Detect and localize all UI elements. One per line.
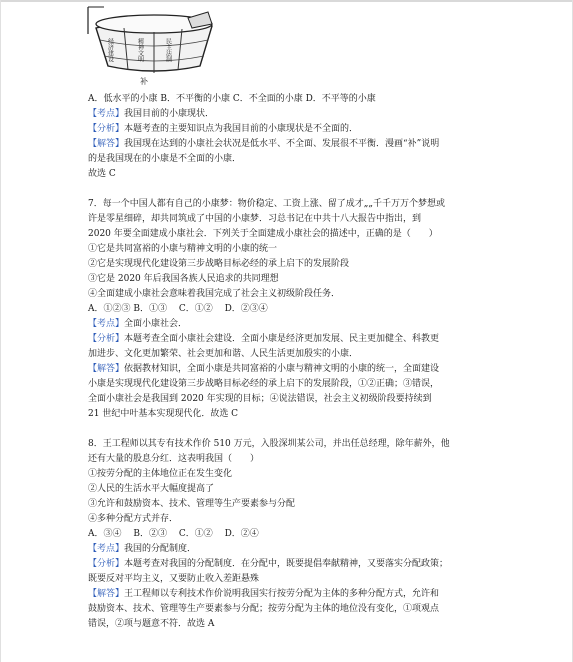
q6-fenxi-text: 本题考查的主要知识点为我国目前的小康现状是不全面的． [124,124,359,134]
spacer [88,182,520,197]
kaodian-tag: 【考点】 [88,109,125,119]
fenxi-tag: 【分析】 [88,124,125,134]
q7-fenxi-text-2: 加进步、文化更加繁荣、社会更加和谐、人民生活更加殷实的小康． [88,349,359,359]
q7-kaodian-text: 全面小康社会． [124,319,188,329]
q8-kaodian-text: 我国的分配制度． [124,544,197,554]
bucket-cartoon [84,4,224,76]
fenxi-tag: 【分析】 [88,559,125,569]
q7-item-2: ②它是实现现代化建设第三步战略目标必经的承上启下的发展阶段 [88,259,350,269]
q8-kaodian [88,542,520,557]
q6-kaodian [88,107,520,122]
q6-fenxi [88,122,520,137]
q7-jieda-text-2: 小康是实现现代化建设第三步战略目标必经的承上启下的发展阶段，①②正确；③错误， [88,379,440,389]
q8-item-1: ①按劳分配的主体地位正在发生变化 [88,469,233,479]
q8-item-2: ②人民的生活水平大幅度提高了 [88,484,215,494]
q6-kaodian-text: 我国目前的小康现状． [124,109,215,119]
q8-item-4: ④多种分配方式并存． [88,514,179,524]
stave-label-middle: 精神文明 [136,38,144,62]
jieda-tag: 【解答】 [88,364,125,374]
jieda-tag: 【解答】 [88,589,125,599]
q7-kaodian [88,317,520,332]
q8-item-3: ③允许和鼓励资本、技术、管理等生产要素参与分配 [88,499,296,509]
q6-jieda-text-2: 的是我国现在的小康是不全面的小康． [88,154,242,164]
q6-jieda-text-1: 我国现在达到的小康社会状况是低水平、不全面、发展很不平衡．漫画“补”说明 [124,139,440,149]
q7-stem-2: 许是零星细碎，却共同筑成了中国的小康梦．习总书记在中共十八大报告中指出，到 [88,214,422,224]
q7-jieda-text-4: 21 世纪中叶基本实现现代化．故选 C [88,409,239,419]
q8-stem-1: 8．王工程师以其专有技术作价 510 万元，入股深圳某公司，并出任总经理，除年薪外，他 [88,439,450,449]
q8-fenxi-text-1: 本题考查对我国的分配制度．在分配中，既要提倡奉献精神，又要落实分配政策； [124,559,449,569]
spacer [88,422,520,437]
q8-jieda [88,587,520,602]
q8-jieda-text-2: 鼓励资本、技术、管理等生产要素参与分配；按劳分配为主体的地位没有变化，①项观点 [88,604,440,614]
q8-fenxi [88,557,520,572]
q8-fenxi-text-2: 既要反对平均主义，又要防止收入差距悬殊 [88,574,260,584]
q7-item-4: ④全面建成小康社会意味着我国完成了社会主义初级阶段任务． [88,289,341,299]
q7-fenxi [88,332,520,347]
page-top-edge [0,0,573,2]
q6-answer: 故选 C [88,169,116,179]
q7-fenxi-text-1: 本题考查全面小康社会建设．全面小康是经济更加发展、民主更加健全、科教更 [124,334,440,344]
stave-label-right: 民主法制 [164,38,172,62]
cartoon-caption: 补 [140,77,148,86]
q7-jieda-text-3: 全面小康社会是我国到 2020 年实现的目标；④说法错误，社会主义初级阶段要持续到 [88,394,432,404]
q7-item-3: ③它是 2020 年后我国各族人民追求的共同理想 [88,274,279,284]
q6-jieda [88,137,520,152]
q8-options: A．③④ B．②③ C．①② D．②④ [88,529,259,539]
jieda-tag: 【解答】 [88,139,125,149]
q8-jieda-text-3: 错误，②项与题意不符．故选 A [88,619,215,629]
kaodian-tag: 【考点】 [88,544,125,554]
stave-label-left: 经济建设 [106,38,114,62]
q7-stem-1: 7．每一个中国人都有自己的小康梦：物价稳定、工资上涨、留了成才„„千千万万个梦想或 [88,199,446,209]
q7-stem-3: 2020 年要全面建成小康社会．下列关于全面建成小康社会的描述中，正确的是（ ） [88,229,438,239]
q7-options: A．①②③ B．①③ C．①② D．②③④ [88,304,268,314]
q7-jieda [88,362,520,377]
q8-jieda-text-1: 王工程师以专利技术作价说明我国实行按劳分配为主体的多种分配方式，允许和 [124,589,440,599]
fenxi-tag: 【分析】 [88,334,125,344]
document-body [88,92,520,632]
q7-jieda-text-1: 依据教材知识，全面小康是共同富裕的小康与精神文明的小康的统一，全面建设 [124,364,440,374]
q6-options: A．低水平的小康 B．不平衡的小康 C．不全面的小康 D．不平等的小康 [88,94,376,104]
page-left-edge [0,0,1,662]
kaodian-tag: 【考点】 [88,319,125,329]
q7-item-1: ①它是共同富裕的小康与精神文明的小康的统一 [88,244,278,254]
q8-stem-2: 还有大量的股息分红．这表明我国（ ） [88,454,260,464]
